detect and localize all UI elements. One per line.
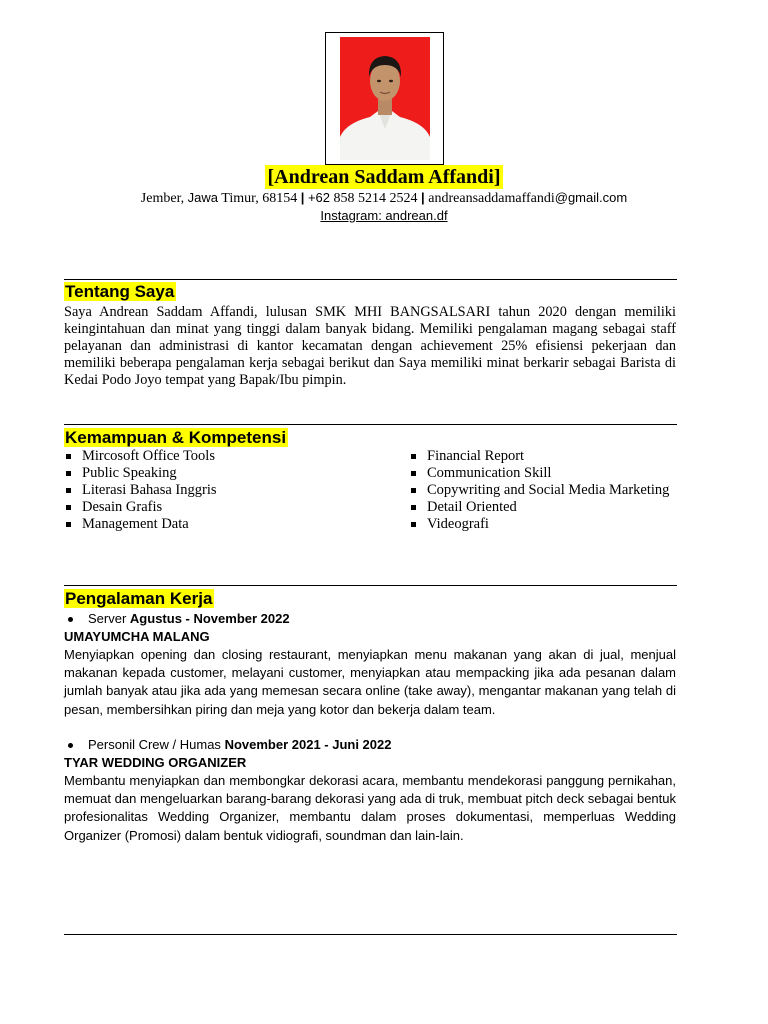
skills-heading: Kemampuan & Kompetensi [65, 428, 287, 447]
email-user[interactable]: andreansaddamaffandi [428, 191, 555, 206]
list-item: Communication Skill [409, 465, 669, 482]
full-name: [Andrean Saddam Affandi] [267, 166, 501, 188]
list-item: Financial Report [409, 448, 669, 465]
address-rest: Timur, 68154 [218, 191, 301, 206]
section-divider [64, 585, 677, 586]
skills-list-left [64, 448, 217, 533]
list-item: Copywriting and Social Media Marketing [409, 482, 669, 499]
section-divider [64, 424, 677, 425]
person-portrait-icon [340, 37, 430, 160]
list-item: Public Speaking [64, 465, 217, 482]
skills-list-right [409, 448, 669, 533]
bullet-icon [68, 743, 73, 748]
phone-prefix: +62 [307, 190, 331, 205]
section-divider [64, 934, 677, 935]
job-company: TYAR WEDDING ORGANIZER [64, 755, 247, 770]
list-item: Desain Grafis [64, 499, 217, 516]
contact-line [0, 189, 768, 207]
instagram-line [0, 208, 768, 224]
bullet-icon [68, 617, 73, 622]
job-title-line [64, 610, 676, 628]
job-period: November 2021 - Juni 2022 [224, 737, 392, 752]
job-company: UMAYUMCHA MALANG [64, 629, 210, 644]
separator: | [421, 190, 429, 205]
list-item: Literasi Bahasa Inggris [64, 482, 217, 499]
phone-number: 858 5214 2524 [330, 191, 422, 206]
email-domain[interactable]: @gmail.com [554, 190, 628, 205]
separator: | [300, 190, 308, 205]
job-title-line [64, 736, 676, 754]
list-item: Management Data [64, 516, 217, 533]
profile-photo [340, 37, 430, 160]
name-heading-wrap [0, 165, 768, 189]
job-role: Personil Crew / Humas [88, 737, 221, 752]
job-entry [64, 736, 676, 845]
about-text: Saya Andrean Saddam Affandi, lulusan SMK MHI BANGSALSARI tahun 2020 dengan memiliki keingintahuan dan minat yang tinggi dalam banyak bidang. Memiliki pengalaman magang sebagai staff pelayanan dan administrasi di kantor kecamatan dengan achievement 25% efisiensi pekerjaan dan memiliki beberapa pengalaman kerja sebagai berikut dan Saya memiliki minat berkarir sebagai Barista di Kedai Podo Joyo tempat yang Bapak/Ibu pimpin. [64, 304, 676, 388]
experience-heading: Pengalaman Kerja [65, 589, 213, 608]
list-item: Mircosoft Office Tools [64, 448, 217, 465]
section-divider [64, 279, 677, 280]
list-item: Detail Oriented [409, 499, 669, 516]
address-province: Jawa [187, 190, 219, 205]
job-role: Server [88, 611, 127, 626]
job-description: Membantu menyiapkan dan membongkar dekorasi acara, membantu mendekorasi panggung pernikahan, memuat dan mengeluarkan barang-barang dekorasi yang ada di truk, membuat pitch deck sebagai bentuk profesionalitas Wedding Organizer, membantu dalam proses dokumentasi, memperluas Wedding Organizer (Promosi) dalam bentuk vidiografi, soundman dan lain-lain. [64, 773, 676, 843]
list-item: Videografi [409, 516, 669, 533]
about-heading: Tentang Saya [65, 282, 175, 301]
instagram-handle[interactable]: Instagram: andrean.df [320, 208, 448, 223]
job-description: Menyiapkan opening dan closing restaurant, menyiapkan menu makanan yang akan di jual, menjual makanan kepada customer, melayani customer, menyiapkan atau mempacking jika ada pesanan dalam jumlah banyak atau jika ada yang memesan secara online (take away), mengantar makanan yang telah di pesan, membersihkan piring dan meja yang kotor dan bekerja dalam team. [64, 647, 676, 717]
job-period: Agustus - November 2022 [129, 611, 290, 626]
job-entry [64, 610, 676, 719]
address-city: Jember, [140, 191, 188, 206]
